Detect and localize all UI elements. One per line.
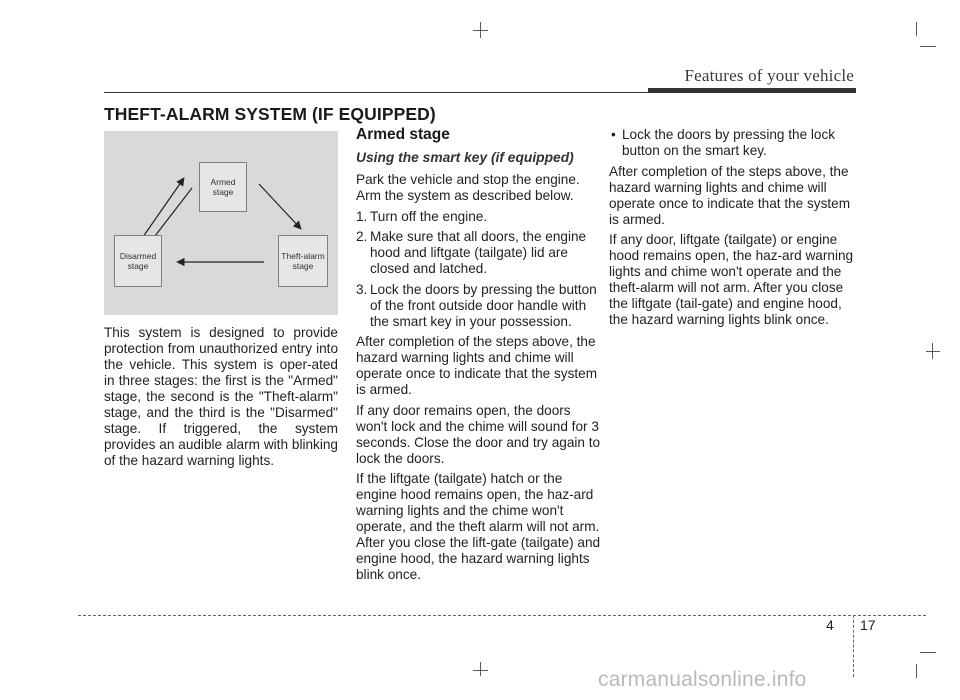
theft-alarm-stage-box: Theft-alarm stage bbox=[278, 235, 328, 287]
bullet-dot: • bbox=[611, 127, 616, 142]
crop-mark-bottom-center-v bbox=[480, 662, 481, 676]
list-item bbox=[356, 229, 604, 277]
diagram-arrows bbox=[104, 131, 338, 315]
header-rule-bold bbox=[648, 88, 856, 93]
step-number: 1. bbox=[356, 208, 368, 224]
intro-paragraph: This system is designed to provide protection from unauthorized entry into the vehicle. This system is oper-ated in three stages: the first is the "Armed" stage, the second is the "Theft-alarm" stage, and the third is the "Disarmed" stage. If triggered, the system provides an audible alarm with blinking of the hazard warning lights. bbox=[104, 325, 338, 468]
armed-stage-box: Armed stage bbox=[199, 162, 247, 212]
footer-rule bbox=[78, 615, 926, 616]
list-item bbox=[356, 282, 604, 330]
armed-paragraph-1: Park the vehicle and stop the engine. Arm the system as described below. bbox=[356, 172, 580, 203]
crop-mark-bottom-right-v bbox=[916, 664, 917, 678]
step-text: Turn off the engine. bbox=[370, 208, 488, 224]
chapter-number: 4 bbox=[826, 617, 834, 633]
watermark: carmanualsonline.info bbox=[598, 668, 807, 691]
arrow-armed-to-theft-alarm bbox=[259, 184, 301, 229]
step-text: Lock the doors by pressing the button of the front outside door handle with the smart key in your possession. bbox=[370, 281, 597, 329]
armed-paragraph-4: If the liftgate (tailgate) hatch or the engine hood remains open, the haz-ard warning lights and the chime won't operate, and the theft alarm will not arm. After you close the lift-gate (tailgate) and engine hood, the hazard warning lights blink once. bbox=[356, 471, 601, 582]
list-item bbox=[609, 127, 855, 159]
smart-key-paragraph-1: After completion of the steps above, the hazard warning lights and chime will operate once to indicate that the system is armed. bbox=[609, 163, 851, 227]
step-number: 2. bbox=[356, 229, 368, 244]
bullet-text: Lock the doors by pressing the lock button on the smart key. bbox=[622, 127, 836, 158]
alarm-stage-diagram bbox=[104, 131, 338, 315]
crop-mark-top-center-h bbox=[473, 30, 488, 31]
list-item bbox=[356, 209, 604, 225]
running-header: Features of your vehicle bbox=[684, 66, 854, 85]
step-number: 3. bbox=[356, 281, 368, 297]
crop-mark-bottom-center-h bbox=[473, 670, 488, 671]
section-title: THEFT-ALARM SYSTEM (IF EQUIPPED) bbox=[104, 104, 436, 124]
smart-key-column bbox=[609, 127, 855, 333]
crop-mark-mid-right-h bbox=[926, 351, 940, 352]
crop-mark-top-right-h bbox=[920, 46, 936, 47]
armed-stage-column bbox=[356, 127, 604, 588]
intro-column bbox=[104, 325, 338, 474]
page-number-divider bbox=[853, 615, 854, 677]
page-number: 17 bbox=[860, 617, 876, 633]
smart-key-subheading: Using the smart key (if equipped) bbox=[356, 150, 574, 165]
armed-paragraph-2: After completion of the steps above, the hazard warning lights and chime will operate once to indicate that the system is armed. bbox=[356, 334, 598, 397]
armed-paragraph-3: If any door remains open, the doors won't lock and the chime will sound for 3 seconds. Close the door and try again to lock the doors. bbox=[356, 402, 601, 466]
armed-stage-heading: Armed stage bbox=[356, 126, 450, 143]
smart-key-paragraph-2: If any door, liftgate (tailgate) or engine hood remains open, the haz-ard warning lights and chime won't operate and the theft-alarm will not arm. After you close the liftgate (tail-gate) and engine hood, the hazard warning lights blink once. bbox=[609, 232, 854, 327]
step-text: Make sure that all doors, the engine hood and liftgate (tailgate) lid are closed and latched. bbox=[370, 229, 587, 276]
arming-steps-list bbox=[356, 209, 604, 330]
crop-mark-bottom-right-h bbox=[920, 652, 936, 653]
crop-mark-top-right-v bbox=[916, 22, 917, 36]
disarmed-stage-box: Disarmed stage bbox=[114, 235, 162, 287]
